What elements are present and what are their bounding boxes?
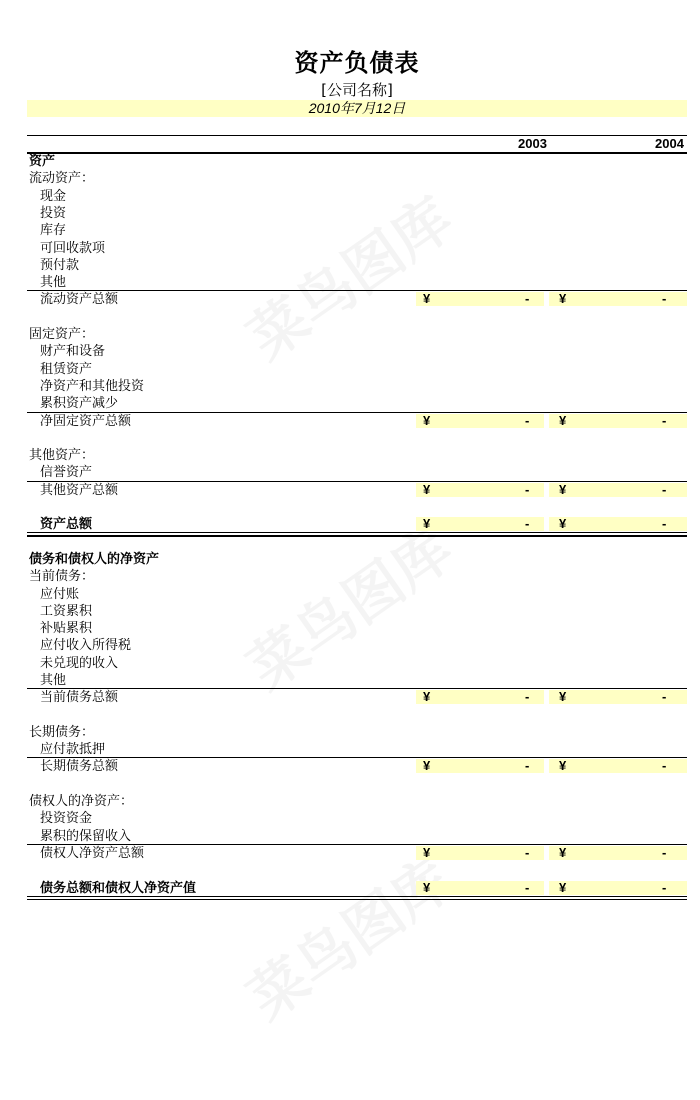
currency-symbol: ¥ [559, 880, 567, 895]
currency-symbol: ¥ [423, 689, 431, 704]
value-2003: - [525, 880, 530, 895]
value-2003: - [525, 516, 530, 531]
row-label: 现金 [40, 189, 67, 204]
row-label: 资产 [29, 154, 56, 169]
subtotal-label: 净固定资产总额 [40, 414, 132, 429]
watermark [230, 30, 510, 930]
row-label: 投资 [40, 206, 67, 221]
watermark-text [189, 90, 550, 439]
row-label: 未兑现的收入 [40, 656, 119, 671]
value-2003: - [525, 413, 530, 428]
grand-total-label: 债务总额和债权人净资产值 [40, 881, 197, 896]
row-label: 预付款 [40, 258, 80, 273]
row-label: 租赁资产 [40, 362, 93, 377]
total-rule [27, 481, 687, 482]
value-2004: - [662, 482, 667, 497]
row-label: 工资累积 [40, 604, 93, 619]
currency-symbol: ¥ [423, 413, 431, 428]
row-label: 其他资产： [29, 448, 95, 463]
row-label: 固定资产： [29, 327, 95, 342]
year-header-2: 2004 [655, 136, 684, 151]
subtotal-label: 当前债务总额 [40, 690, 119, 705]
row-label: 可回收款项 [40, 241, 106, 256]
row-label: 其他 [40, 673, 67, 688]
row-label: 其他 [40, 275, 67, 290]
row-label: 补贴累积 [40, 621, 93, 636]
row-label: 净资产和其他投资 [40, 379, 145, 394]
value-2004: - [662, 758, 667, 773]
currency-symbol: ¥ [423, 516, 431, 531]
currency-symbol: ¥ [559, 482, 567, 497]
row-label: 投资资金 [40, 811, 93, 826]
currency-symbol: ¥ [559, 516, 567, 531]
company-name: [公司名称] [321, 81, 393, 99]
subtotal-label: 流动资产总额 [40, 292, 119, 307]
total-rule [27, 688, 687, 689]
value-2003: - [525, 845, 530, 860]
report-title: 资产负债表 [294, 49, 420, 77]
row-label: 应付账 [40, 587, 80, 602]
row-label: 债务和债权人的净资产 [29, 552, 160, 567]
value-2004: - [662, 291, 667, 306]
report-date: 2010年7月12日 [308, 100, 406, 116]
currency-symbol: ¥ [423, 845, 431, 860]
watermark-text [189, 420, 550, 769]
subtotal-label: 长期债务总额 [40, 759, 119, 774]
watermark-text [189, 750, 550, 1099]
value-2003: - [525, 482, 530, 497]
subtotal-label: 债权人净资产总额 [40, 846, 145, 861]
header-rule-bottom [27, 152, 687, 154]
value-2003: - [525, 291, 530, 306]
currency-symbol: ¥ [423, 291, 431, 306]
section-rule [27, 536, 687, 537]
currency-symbol: ¥ [559, 413, 567, 428]
currency-symbol: ¥ [423, 758, 431, 773]
total-rule [27, 290, 687, 291]
row-label: 信誉资产 [40, 465, 93, 480]
row-label: 财产和设备 [40, 344, 106, 359]
value-2004: - [662, 689, 667, 704]
row-label: 累积的保留收入 [40, 829, 132, 844]
year-header-1: 2003 [518, 136, 547, 151]
currency-symbol: ¥ [423, 880, 431, 895]
total-rule [27, 757, 687, 758]
value-2004: - [662, 413, 667, 428]
header-rule-top [27, 135, 687, 136]
row-label: 流动资产： [29, 171, 95, 186]
grand-total-label: 资产总额 [40, 517, 93, 532]
row-label: 当前债务： [29, 569, 95, 584]
currency-symbol: ¥ [559, 758, 567, 773]
row-label: 债权人的净资产： [29, 794, 134, 809]
row-label: 库存 [40, 223, 67, 238]
value-2003: - [525, 689, 530, 704]
value-2003: - [525, 758, 530, 773]
currency-symbol: ¥ [423, 482, 431, 497]
value-2004: - [662, 516, 667, 531]
currency-symbol: ¥ [559, 845, 567, 860]
value-2004: - [662, 845, 667, 860]
value-2004: - [662, 880, 667, 895]
subtotal-label: 其他资产总额 [40, 483, 119, 498]
row-label: 应付收入所得税 [40, 638, 132, 653]
currency-symbol: ¥ [559, 291, 567, 306]
row-label: 应付款抵押 [40, 742, 106, 757]
row-label: 长期债务： [29, 725, 95, 740]
currency-symbol: ¥ [559, 689, 567, 704]
row-label: 累积资产减少 [40, 396, 119, 411]
